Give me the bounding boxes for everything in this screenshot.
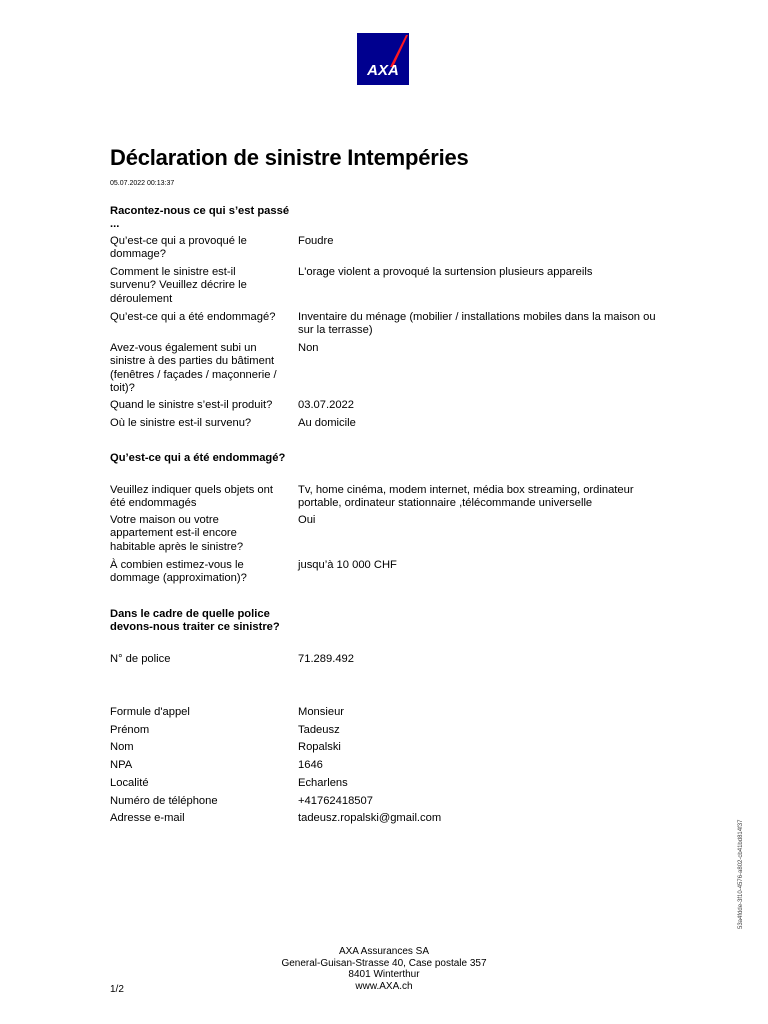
answer-estimate: jusqu’à 10 000 CHF	[298, 559, 397, 571]
answer-date: 03.07.2022	[298, 399, 354, 411]
footer-city: 8401 Winterthur	[348, 969, 420, 981]
value-email: tadeusz.ropalski@gmail.com	[298, 812, 442, 824]
label-salutation: Formule d'appel	[110, 706, 190, 718]
label-email: Adresse e-mail	[110, 812, 185, 824]
section-heading-damage: Qu’est-ce qui a été endommagé?	[110, 452, 286, 464]
value-phone: +41762418507	[298, 795, 373, 807]
question-building-parts: Avez-vous également subi un sinistre à des parties du bâtiment (fenêtres / façades / maçonnerie / toit)?	[110, 342, 277, 395]
answer-habitable: Oui	[298, 514, 316, 526]
label-last-name: Nom	[110, 741, 134, 753]
footer-website: www.AXA.ch	[355, 981, 413, 993]
label-first-name: Prénom	[110, 724, 150, 736]
question-objects: Veuillez indiquer quels objets ont été endommagés	[110, 484, 273, 510]
question-cause: Qu’est-ce qui a provoqué le dommage?	[110, 235, 247, 261]
answer-policy-number: 71.289.492	[298, 653, 354, 665]
section-heading-policy: Dans le cadre de quelle police devons-nous traiter ce sinistre?	[110, 608, 280, 634]
value-locality: Echarlens	[298, 777, 348, 789]
axa-logo-mark	[357, 33, 409, 85]
value-first-name: Tadeusz	[298, 724, 340, 736]
answer-damaged: Inventaire du ménage (mobilier / installations mobiles dans la maison ou sur la terrasse)	[298, 311, 656, 337]
footer-street: General-Guisan-Strasse 40, Case postale 357	[281, 957, 487, 969]
answer-objects: Tv, home cinéma, modem internet, média box streaming, ordinateur portable, ordinateur stationnaire ,télécommande universelle	[298, 484, 634, 510]
value-postcode: 1646	[298, 759, 323, 771]
answer-building-parts: Non	[298, 342, 319, 354]
question-location: Où le sinistre est-il survenu?	[110, 417, 252, 429]
label-postcode: NPA	[110, 759, 133, 771]
question-estimate: À combien estimez-vous le dommage (approximation)?	[110, 559, 247, 585]
document-title: Déclaration de sinistre Intempéries	[110, 145, 469, 170]
question-policy-number: N° de police	[110, 653, 171, 665]
label-locality: Localité	[110, 777, 149, 789]
footer-company: AXA Assurances SA	[338, 946, 430, 957]
question-habitable: Votre maison ou votre appartement est-il encore habitable après le sinistre?	[110, 514, 244, 553]
document-id-vertical: 53a4fdde-3f10-4576-a802-cb41bd814f37	[738, 819, 744, 929]
answer-description: L'orage violent a provoqué la surtension plusieurs appareils	[298, 266, 593, 278]
document-timestamp: 05.07.2022 00:13:37	[110, 180, 175, 187]
footer-address	[234, 946, 534, 993]
label-phone: Numéro de téléphone	[110, 795, 218, 807]
value-last-name: Ropalski	[298, 741, 341, 753]
axa-logo-text: AXA	[367, 62, 399, 79]
axa-logo	[357, 33, 409, 85]
question-damaged: Qu’est-ce qui a été endommagé?	[110, 311, 276, 323]
section-heading-incident: Racontez-nous ce qui s’est passé ...	[110, 205, 290, 231]
question-date: Quand le sinistre s’est-il produit?	[110, 399, 273, 411]
value-salutation: Monsieur	[298, 706, 345, 718]
question-description: Comment le sinistre est-il survenu? Veuillez décrire le déroulement	[110, 266, 247, 305]
page-number: 1/2	[110, 984, 124, 995]
answer-cause: Foudre	[298, 235, 334, 247]
answer-location: Au domicile	[298, 417, 356, 429]
